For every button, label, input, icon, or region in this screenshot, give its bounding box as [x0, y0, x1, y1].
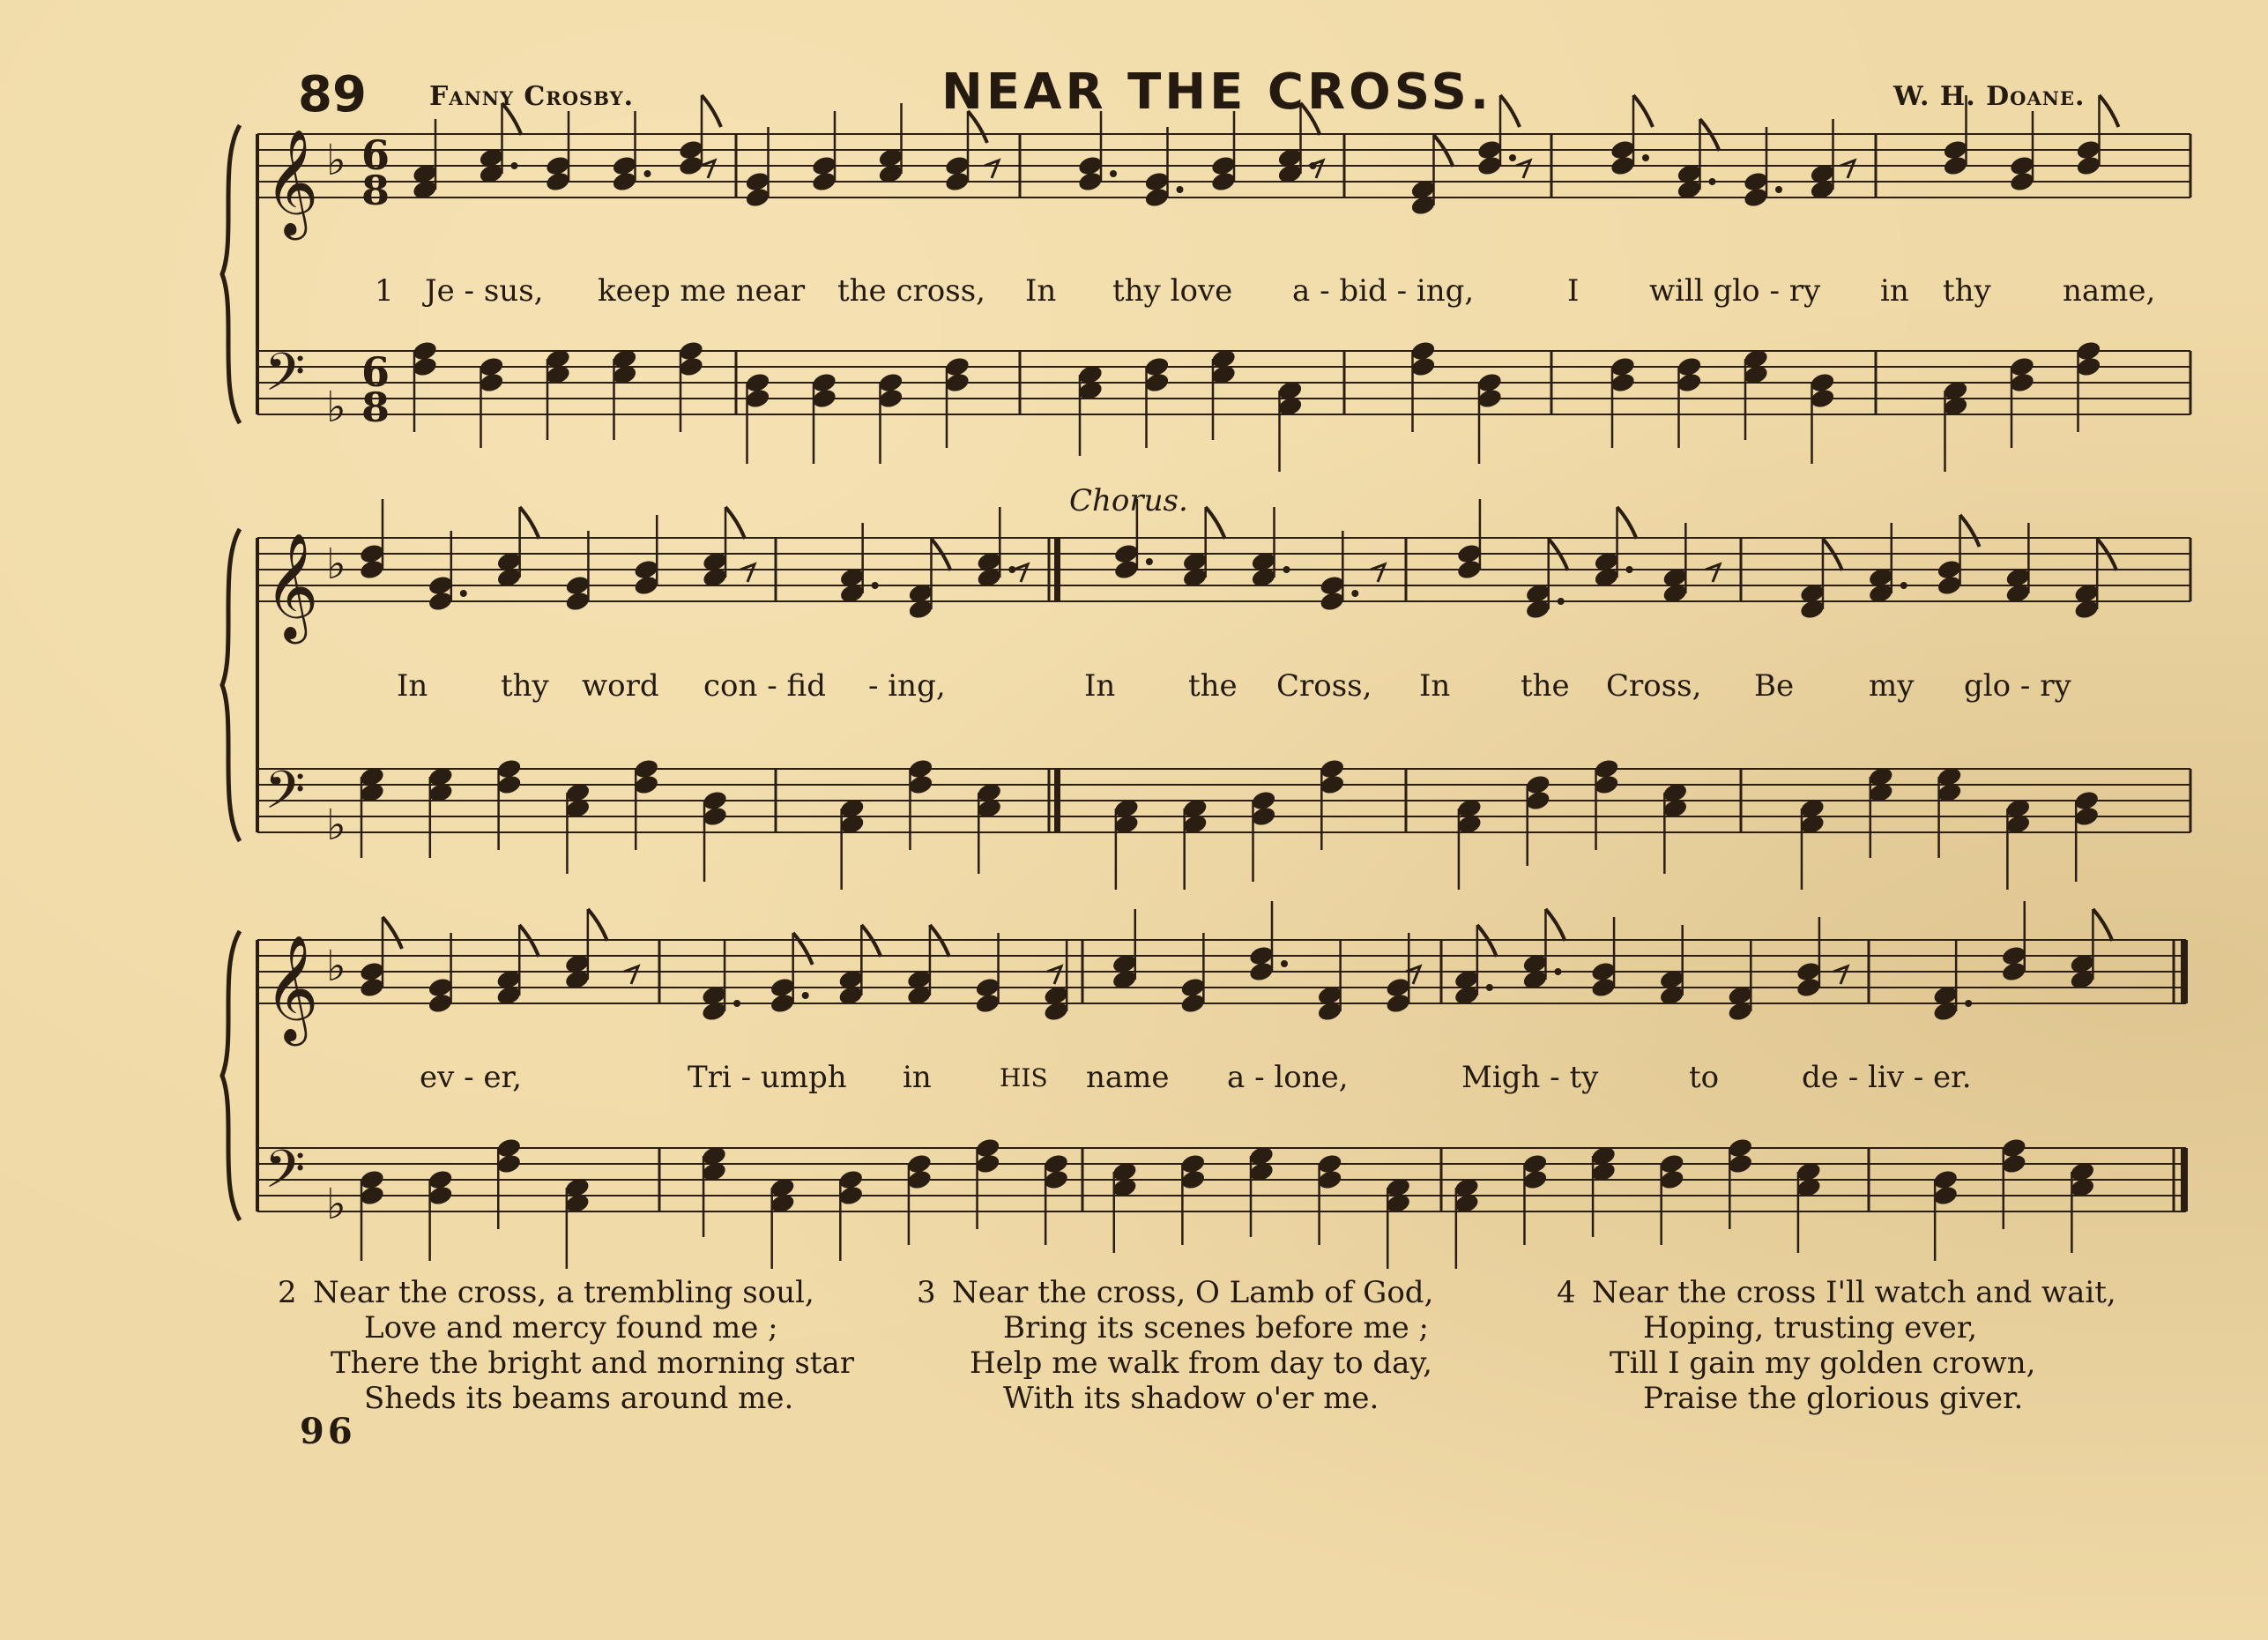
- note-head: [1409, 355, 1437, 378]
- lyric-syllable: will glo - ry: [1649, 273, 1821, 309]
- note-flag: [2100, 95, 2119, 127]
- note-flag: [1301, 103, 1320, 135]
- lyric-syllable: a - bid - ing,: [1292, 273, 1475, 309]
- hymn-number: 89: [298, 66, 367, 123]
- lyric-syllable: word: [582, 668, 659, 704]
- note-head: [907, 773, 934, 796]
- page-number: 96: [300, 1411, 356, 1452]
- note-head: [427, 1184, 454, 1207]
- note-flag: [520, 507, 539, 539]
- note-head: [1385, 992, 1412, 1015]
- lyric-syllable: Be: [1754, 668, 1795, 704]
- final-barline: [2181, 1148, 2188, 1211]
- verse-line: Till I gain my golden crown,: [1610, 1346, 2036, 1381]
- note-flag: [1500, 95, 1520, 127]
- verse-3: [917, 1275, 1433, 1416]
- time-signature: 6: [361, 131, 390, 179]
- treble-clef: 𝄞: [264, 532, 319, 639]
- rest: [624, 966, 638, 984]
- verse-number: 4: [1557, 1275, 1576, 1310]
- note-head: [1043, 1168, 1070, 1191]
- note-head: [1743, 186, 1770, 209]
- dot: [1283, 566, 1290, 573]
- brace: [222, 529, 240, 841]
- lyric-syllable: HIS: [1000, 1063, 1048, 1092]
- note-head: [1932, 1184, 1959, 1207]
- note-flag: [725, 507, 745, 539]
- lyric-syllable: thy love: [1112, 273, 1233, 309]
- note-head: [427, 992, 454, 1015]
- lyric-syllable: keep me near: [598, 273, 806, 309]
- rest: [1840, 160, 1855, 178]
- dot: [1351, 590, 1358, 597]
- lyric-syllable: thy: [501, 668, 549, 704]
- note-head: [2009, 170, 2036, 193]
- verse-line: With its shadow o'er me.: [1003, 1381, 1379, 1416]
- dot: [872, 582, 879, 589]
- verse-line: Near the cross, a trembling soul,: [313, 1275, 814, 1310]
- lyric-syllable: con - fid: [703, 668, 826, 704]
- verse-line: There the bright and morning star: [331, 1346, 854, 1381]
- lyric-syllable: in: [1880, 273, 1909, 309]
- rest: [1516, 160, 1530, 178]
- lyric-syllable: - ing,: [868, 668, 946, 704]
- note-head: [744, 387, 771, 410]
- composer-credit: W. H. Doane.: [1893, 81, 2086, 112]
- rest: [740, 564, 755, 582]
- lyric-syllable: the: [1521, 668, 1570, 704]
- flat-sign: ♭: [326, 801, 346, 850]
- note-head: [1248, 960, 1275, 983]
- verse-line: Near the cross I'll watch and wait,: [1592, 1275, 2116, 1310]
- bass-clef: 𝄢: [264, 341, 306, 415]
- note-head: [359, 1184, 386, 1207]
- lyric-syllable: the cross,: [837, 273, 985, 309]
- dot: [1709, 178, 1716, 185]
- note-head: [702, 805, 729, 828]
- note-flag: [1617, 507, 1637, 539]
- dot: [1626, 566, 1633, 573]
- dot: [1486, 984, 1493, 991]
- note-head: [359, 976, 386, 999]
- note-head: [944, 371, 971, 394]
- note-head: [1593, 773, 1620, 796]
- rest: [1047, 966, 1061, 984]
- lyric-syllable: Migh - ty: [1461, 1060, 1599, 1095]
- note-head: [2000, 960, 2027, 983]
- note-head: [1524, 789, 1551, 812]
- dot: [1554, 968, 1561, 975]
- lyric-syllable: name: [1086, 1060, 1170, 1095]
- note-head: [1113, 558, 1141, 581]
- verse-line: Bring its scenes before me ;: [1003, 1310, 1430, 1346]
- note-head: [633, 773, 660, 796]
- note-head: [611, 170, 638, 193]
- flat-sign: ♭: [326, 942, 346, 991]
- note-head: [1936, 574, 1963, 597]
- double-barline: [1054, 538, 1060, 601]
- note-head: [1179, 1168, 1207, 1191]
- brace: [222, 931, 240, 1220]
- note-head: [1456, 558, 1483, 581]
- dot: [733, 1000, 740, 1007]
- lyric-syllable: In: [1419, 668, 1451, 704]
- note-head: [1319, 773, 1346, 796]
- verse-line: Praise the glorious giver.: [1643, 1381, 2024, 1416]
- dot: [1146, 558, 1153, 565]
- note-head: [564, 590, 591, 613]
- note-head: [1658, 1168, 1685, 1191]
- note-head: [359, 558, 386, 581]
- note-head: [811, 170, 838, 193]
- note-head: [678, 355, 705, 378]
- lyric-syllable: Cross,: [1276, 668, 1372, 704]
- note-head: [1179, 992, 1207, 1015]
- hymn-title: NEAR THE CROSS.: [941, 63, 1493, 121]
- note-flag: [702, 95, 721, 127]
- note-head: [1590, 976, 1617, 999]
- note-head: [678, 154, 705, 177]
- rest: [1371, 564, 1385, 582]
- dot: [644, 170, 651, 177]
- flat-sign: ♭: [326, 136, 346, 185]
- note-head: [2075, 154, 2102, 177]
- rest: [701, 160, 715, 178]
- note-head: [1077, 170, 1104, 193]
- note-flag: [1960, 515, 1980, 547]
- dot: [1177, 186, 1184, 193]
- lyric-syllable: In: [1025, 273, 1057, 309]
- lyric-syllable: thy: [1943, 273, 1991, 309]
- lyric-syllable: In: [1084, 668, 1116, 704]
- dot: [1558, 598, 1565, 605]
- lyric-syllable: ev - er,: [420, 1060, 522, 1095]
- note-head: [1250, 805, 1277, 828]
- dot: [1965, 1000, 1972, 1007]
- note-flag: [588, 909, 607, 941]
- note-head: [428, 590, 455, 613]
- note-flag: [1633, 95, 1653, 127]
- treble-clef: 𝄞: [264, 128, 319, 235]
- note-head: [811, 387, 838, 410]
- note-flag: [502, 103, 522, 135]
- rest: [985, 160, 999, 178]
- note-head: [478, 371, 505, 394]
- verse-number: 2: [278, 1275, 297, 1310]
- note-head: [1143, 371, 1171, 394]
- lyric-syllable: to: [1689, 1060, 1720, 1095]
- rest: [1014, 564, 1028, 582]
- verse-line: Help me walk from day to day,: [970, 1346, 1432, 1381]
- lyric-syllable: de - liv - er.: [1802, 1060, 1972, 1095]
- rest: [1706, 564, 1720, 582]
- lyric-syllable: In: [397, 668, 428, 704]
- time-signature: 8: [361, 384, 390, 431]
- note-flag: [2093, 909, 2112, 941]
- note-head: [1316, 1168, 1343, 1191]
- dot: [1509, 154, 1516, 161]
- dot: [1775, 186, 1782, 193]
- lyric-syllable: 1: [375, 273, 394, 309]
- dot: [1900, 582, 1907, 589]
- note-head: [412, 355, 439, 378]
- note-head: [1796, 976, 1823, 999]
- note-head: [1319, 590, 1346, 613]
- brace: [222, 125, 240, 423]
- note-head: [1521, 1168, 1549, 1191]
- flat-sign: ♭: [326, 1180, 346, 1229]
- note-head: [2073, 805, 2101, 828]
- bass-clef: 𝄢: [264, 759, 306, 833]
- dot: [460, 590, 467, 597]
- dot: [802, 992, 809, 999]
- note-head: [545, 170, 572, 193]
- note-flag: [383, 917, 402, 949]
- note-head: [1476, 387, 1504, 410]
- lyric-syllable: Je - sus,: [425, 273, 544, 309]
- lyric-syllable: the: [1188, 668, 1238, 704]
- bass-clef: 𝄢: [264, 1138, 306, 1212]
- dot: [1642, 154, 1649, 161]
- note-head: [1610, 371, 1637, 394]
- lyric-syllable: Tri - umph: [688, 1060, 847, 1095]
- time-signature: 6: [361, 348, 390, 396]
- note-head: [1476, 154, 1504, 177]
- note-head: [1610, 154, 1637, 177]
- note-head: [2075, 355, 2102, 378]
- note-head: [495, 773, 523, 796]
- flat-sign: ♭: [326, 540, 346, 589]
- note-head: [1143, 186, 1171, 209]
- verse-line: Hoping, trusting ever,: [1643, 1310, 1978, 1346]
- note-head: [1676, 371, 1703, 394]
- note-head: [944, 170, 971, 193]
- verse-number: 3: [917, 1275, 936, 1310]
- note-head: [906, 1168, 933, 1191]
- lyric-syllable: I: [1567, 273, 1580, 309]
- chorus-label: Chorus.: [1069, 483, 1188, 518]
- note-head: [633, 574, 660, 597]
- note-flag: [1545, 909, 1565, 941]
- note-head: [769, 992, 796, 1015]
- verse-line: Love and mercy found me ;: [364, 1310, 778, 1346]
- lyric-syllable: Cross,: [1606, 668, 1702, 704]
- time-signature: 8: [361, 167, 390, 214]
- dot: [1110, 170, 1117, 177]
- dot: [1281, 960, 1288, 967]
- note-head: [974, 1152, 1001, 1175]
- note-head: [1942, 154, 1969, 177]
- note-head: [974, 992, 1001, 1015]
- lyric-syllable: glo - ry: [1964, 668, 2071, 704]
- note-flag: [793, 933, 813, 965]
- note-head: [1809, 387, 1836, 410]
- note-head: [744, 186, 771, 209]
- note-head: [1210, 170, 1238, 193]
- flat-sign: ♭: [326, 383, 346, 432]
- note-head: [2009, 371, 2036, 394]
- verse-2: [278, 1275, 854, 1416]
- note-flag: [1206, 507, 1225, 539]
- note-head: [495, 1152, 523, 1175]
- note-head: [877, 387, 904, 410]
- note-head: [837, 1184, 865, 1207]
- rest: [1833, 966, 1848, 984]
- note-flag: [968, 111, 987, 143]
- lyric-syllable: my: [1869, 668, 1915, 704]
- treble-clef: 𝄞: [264, 934, 319, 1041]
- verse-line: Sheds its beams around me.: [364, 1381, 794, 1416]
- double-barline: [1054, 769, 1060, 832]
- final-barline: [2181, 940, 2188, 1003]
- lyric-syllable: a - lone,: [1227, 1060, 1349, 1095]
- note-head: [2000, 1152, 2027, 1175]
- dot: [511, 162, 518, 169]
- lyric-syllable: in: [903, 1060, 932, 1095]
- verse-4: [1557, 1275, 2116, 1416]
- note-head: [1727, 1152, 1754, 1175]
- verse-line: Near the cross, O Lamb of God,: [952, 1275, 1434, 1310]
- author-credit: Fanny Crosby.: [429, 81, 635, 112]
- lyric-syllable: name,: [2063, 273, 2156, 309]
